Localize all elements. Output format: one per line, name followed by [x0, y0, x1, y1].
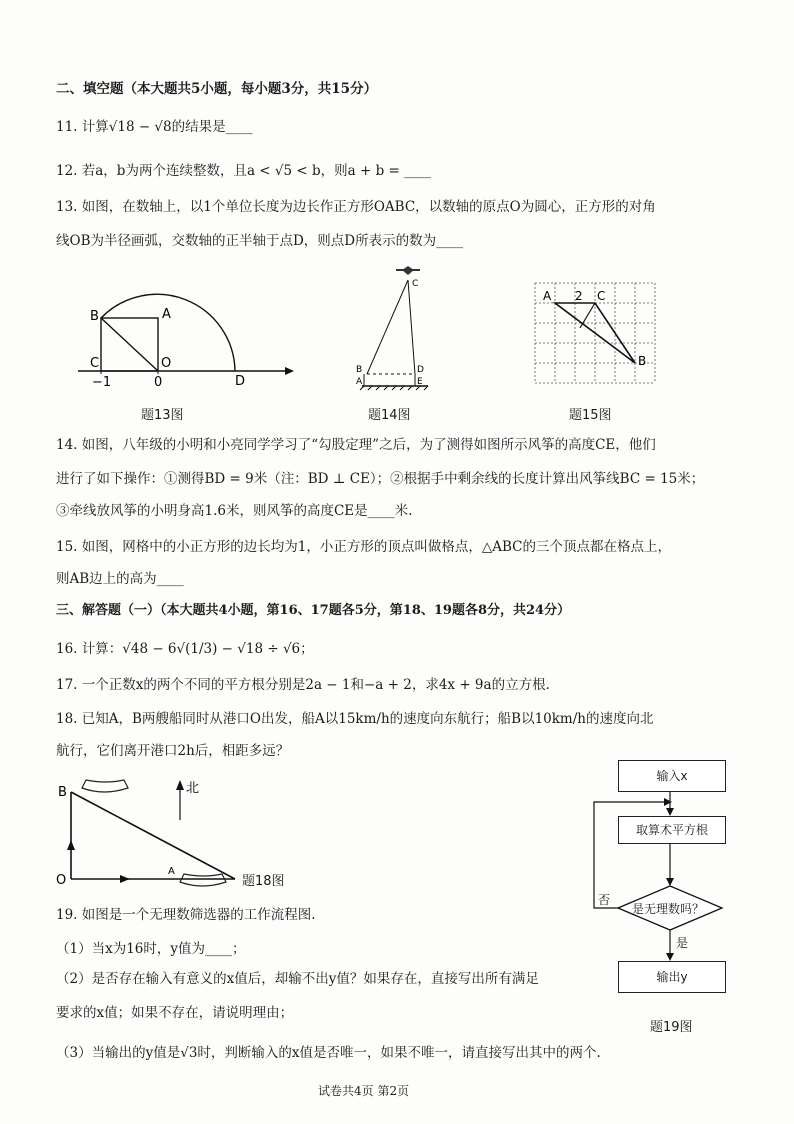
question-12: 12. 若a，b为两个连续整数，且a < √5 < b，则a + b = ____ — [56, 163, 432, 179]
question-13-line1: 13. 如图，在数轴上，以1个单位长度为边长作正方形OABC，以数轴的原点O为圆心，正方形的对角 — [56, 199, 656, 215]
fig18-label-O: O — [56, 873, 67, 888]
question-13-line2: 线OB为半径画弧，交数轴的正半轴于点D，则点D所表示的数为____ — [56, 233, 464, 249]
section2-heading: 二、填空题（本大题共5小题，每小题3分，共15分） — [56, 81, 378, 97]
fig15-caption: 题15图 — [569, 408, 612, 423]
figure-13 — [70, 268, 300, 398]
question-14-line3: ③牵线放风筝的小明身高1.6米，则风筝的高度CE是____米. — [56, 503, 413, 519]
question-19-line1: 19. 如图是一个无理数筛选器的工作流程图. — [56, 907, 316, 923]
flowchart-output-box: 输出y — [618, 961, 726, 993]
question-18-line1: 18. 已知A，B两艘船同时从港口O出发，船A以15km/h的速度向东航行；船B以10km/h的速度向北 — [56, 711, 654, 727]
fig14-label-B: B — [356, 365, 363, 375]
fig13-label-O: O — [161, 356, 172, 371]
fig13-label-A: A — [162, 307, 171, 322]
flowchart-no-label: 否 — [598, 893, 611, 907]
question-17: 17. 一个正数x的两个不同的平方根分别是2a − 1和−a + 2，求4x + 9a的立方根. — [56, 677, 550, 693]
fig18-label-north: 北 — [186, 781, 200, 796]
fig13-label-neg1: −1 — [92, 375, 112, 390]
question-19-line3: （2）是否存在输入有意义的x值后，却输不出y值？如果存在，直接写出所有满足 — [56, 971, 539, 987]
fig15-label-B: B — [638, 354, 647, 368]
flowchart-input-box: 输入x — [618, 760, 726, 792]
flowchart-sqrt-box: 取算术平方根 — [618, 816, 726, 844]
fig15-label-C: C — [597, 289, 606, 303]
question-18-line2: 航行，它们离开港口2h后，相距多远？ — [56, 743, 290, 759]
question-14-line1: 14. 如图，八年级的小明和小亮同学学习了“勾股定理”之后，为了测得如图所示风筝的高度CE，他们 — [56, 437, 656, 453]
fig14-label-D: D — [417, 365, 424, 375]
figure-14 — [350, 262, 440, 392]
question-19-line4: 要求的x值；如果不存在，请说明理由； — [56, 1005, 294, 1021]
fig15-label-two: 2 — [575, 289, 583, 303]
fig14-label-E: E — [417, 377, 423, 387]
fig13-label-zero: 0 — [154, 375, 163, 390]
fig18-label-A: A — [168, 866, 175, 877]
flowchart-decision-label: 是无理数吗？ — [632, 902, 705, 916]
section3-heading: 三、解答题（一）（本大题共4小题，第16、17题各5分，第18、19题各8分，共24分） — [56, 603, 571, 618]
figure-15 — [535, 283, 665, 393]
fig13-label-C: C — [90, 356, 100, 371]
fig19-caption: 题19图 — [650, 1020, 693, 1035]
fig14-caption: 题14图 — [368, 408, 411, 423]
fig14-label-C: C — [412, 279, 419, 289]
page-footer: 试卷共4页 第2页 — [318, 1084, 410, 1098]
fig14-label-A: A — [356, 377, 363, 387]
fig13-label-D: D — [235, 374, 246, 389]
flowchart-yes-label: 是 — [676, 936, 689, 950]
question-19-line2: （1）当x为16时，y值为____； — [56, 941, 246, 957]
fig13-label-B: B — [90, 309, 99, 324]
question-16: 16. 计算：√48 − 6√(1/3) − √18 ÷ √6； — [56, 641, 314, 657]
question-11: 11. 计算√18 − √8的结果是____ — [56, 119, 253, 135]
fig18-caption: 题18图 — [242, 874, 285, 889]
fig15-label-A: A — [543, 289, 552, 303]
question-14-line2: 进行了如下操作：①测得BD = 9米（注：BD ⊥ CE）；②根据手中剩余线的长度计算出风筝线BC = 15米； — [56, 471, 705, 487]
fig18-label-B: B — [58, 785, 67, 800]
question-15-line2: 则AB边上的高为____ — [56, 571, 184, 587]
question-15-line1: 15. 如图，网格中的小正方形的边长均为1，小正方形的顶点叫做格点，△ABC的三个顶点都在格点上， — [56, 539, 671, 555]
question-19-line5: （3）当输出的y值是√3时，判断输入的x值是否唯一，如果不唯一，请直接写出其中的两个. — [56, 1045, 601, 1061]
fig13-caption: 题13图 — [141, 408, 184, 423]
